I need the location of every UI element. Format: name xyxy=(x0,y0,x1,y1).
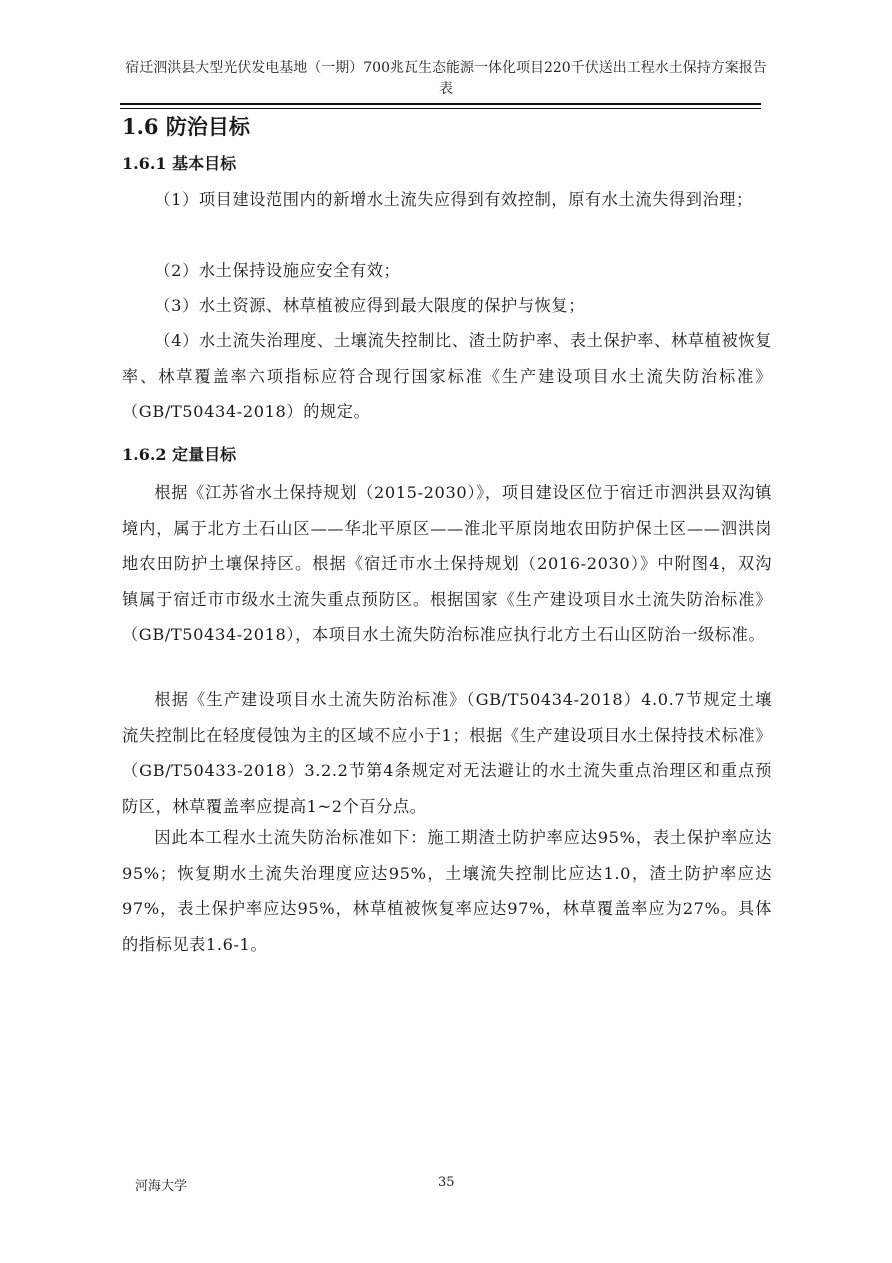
section-heading: 1.6 防治目标 xyxy=(122,114,250,139)
quantitative-paragraph-3: 因此本工程水土流失防治标准如下：施工期渣土防护率应达95%，表土保护率应达95%；恢复期水土流失治理度应达95%，土壤流失控制比应达1.0，渣土防护率应达97%，表土保护率应达95%，林草植被恢复率应达97%，林草覆盖率应为27%。具体的指标见表1.6-1。 xyxy=(122,828,772,954)
subsection-heading-basic: 1.6.1 基本目标 xyxy=(122,154,237,173)
page-header-title: 宿迁泗洪县大型光伏发电基地（一期）700兆瓦生态能源一体化项目220千伏送出工程水土保持方案报告表 xyxy=(125,60,767,97)
quantitative-paragraph-1: 根据《江苏省水土保持规划（2015-2030）》，项目建设区位于宿迁市泗洪县双沟镇境内，属于北方土石山区——华北平原区——淮北平原岗地农田防护保土区——泗洪岗地农田防护土壤保持区。根据《宿迁市水土保持规划（2016-2030）》中附图4，双沟镇属于宿迁市市级水土流失重点预防区。根据国家《生产建设项目水土流失防治标准》（GB/T50434-2018），本项目水土流失防治标准应执行北方土石山区防治一级标准。 xyxy=(122,483,772,644)
quantitative-paragraph-2: 根据《生产建设项目水土流失防治标准》（GB/T50434-2018）4.0.7节规定土壤流失控制比在轻度侵蚀为主的区域不应小于1；根据《生产建设项目水土保持技术标准》（GB/T50433-2018）3.2.2节第4条规定对无法避让的水土流失重点治理区和重点预防区，林草覆盖率应提高1~2个百分点。 xyxy=(122,690,772,816)
basic-goal-item-3: （3）水土资源、林草植被应得到最大限度的保护与恢复； xyxy=(154,296,585,315)
basic-goal-item-1: （1）项目建设范围内的新增水土流失应得到有效控制，原有水土流失得到治理； xyxy=(154,190,753,209)
header-rule-thin xyxy=(120,108,761,109)
footer-page-number: 35 xyxy=(438,1175,455,1190)
subsection-heading-quantitative: 1.6.2 定量目标 xyxy=(122,445,237,464)
basic-goal-item-4: （4）水土流失治理度、土壤流失控制比、渣土防护率、表土保护率、林草植被恢复率、林草覆盖率六项指标应符合现行国家标准《生产建设项目水土流失防治标准》（GB/T50434-2018）的规定。 xyxy=(122,331,772,421)
header-rule-thick xyxy=(120,103,761,105)
footer-organization: 河海大学 xyxy=(135,1179,188,1194)
basic-goal-item-2: （2）水土保持设施应安全有效； xyxy=(154,261,401,280)
